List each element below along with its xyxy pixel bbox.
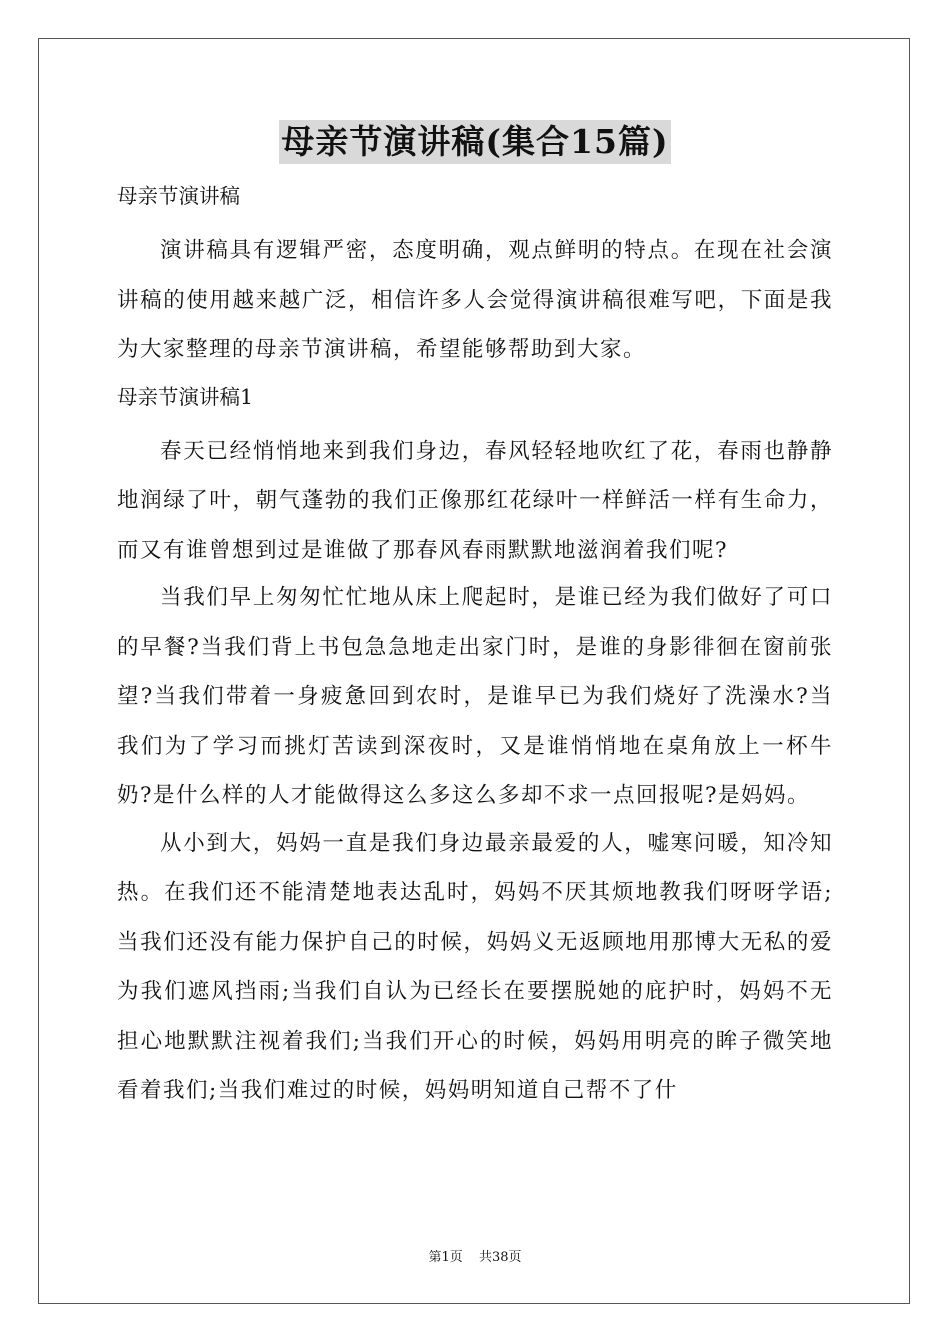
document-title: 母亲节演讲稿(集合15篇): [279, 120, 670, 164]
title-container: [117, 120, 833, 176]
paragraph-2: 当我们早上匆匆忙忙地从床上爬起时，是谁已经为我们做好了可口的早餐?当我们背上书包急急地走出家门时，是谁的身影徘徊在窗前张望?当我们带着一身疲惫回到农时，是谁早已为我们烧好了洗澡水?当我们为了学习而挑灯苦读到深夜时，又是谁悄悄地在桌角放上一杯牛奶?是什么样的人才能做得这么多这么多却不求一点回报呢?是妈妈。: [117, 585, 833, 808]
page-total: 共38页: [478, 1250, 522, 1265]
heading-main: 母亲节演讲稿: [117, 184, 240, 208]
intro-paragraph: 演讲稿具有逻辑严密，态度明确，观点鲜明的特点。在现在社会演讲稿的使用越来越广泛，相信许多人会觉得演讲稿很难写吧，下面是我为大家整理的母亲节演讲稿，希望能够帮助到大家。: [117, 238, 833, 362]
page-number: 第1页: [428, 1250, 463, 1265]
document-body: [117, 120, 833, 1114]
paragraph-3: 从小到大，妈妈一直是我们身边最亲最爱的人，嘘寒问暖，知冷知热。在我们还不能清楚地表达乱时，妈妈不厌其烦地教我们呀呀学语;当我们还没有能力保护自己的时候，妈妈义无返顾地用那博大无私的爱为我们遮风挡雨;当我们自认为已经长在要摆脱她的庇护时，妈妈不无担心地默默注视着我们;当我们开心的时候，妈妈用明亮的眸子微笑地看着我们;当我们难过的时候，妈妈明知道自己帮不了什: [117, 830, 833, 1103]
page-footer: [0, 1246, 950, 1265]
heading-section-1: 母亲节演讲稿1: [117, 384, 254, 409]
paragraph-1: 春天已经悄悄地来到我们身边，春风轻轻地吹红了花，春雨也静静地润绿了叶，朝气蓬勃的我们正像那红花绿叶一样鲜活一样有生命力，而又有谁曾想到过是谁做了那春风春雨默默地滋润着我们呢?: [117, 438, 833, 563]
